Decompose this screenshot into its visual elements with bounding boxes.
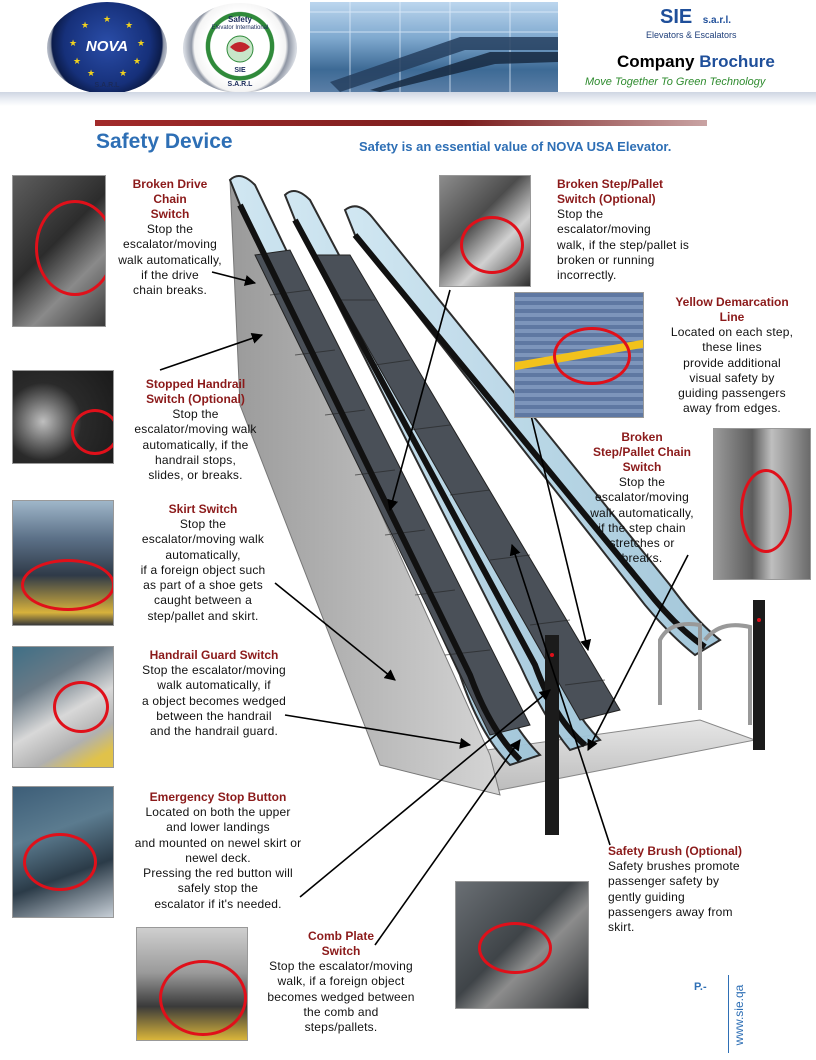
svg-text:★: ★	[86, 68, 96, 78]
highlight-ring	[23, 833, 97, 891]
pointer-broken-step	[390, 290, 450, 510]
footer-rule	[728, 975, 729, 1053]
svg-text:★: ★	[136, 38, 146, 48]
feature-skirt-switch	[128, 502, 278, 624]
company-name-main: SIE	[660, 6, 693, 28]
feature-desc: Located on each step, these lines provide additional visual safety by guiding passengers away from edges.	[670, 325, 794, 416]
nova-logo-bottom: S.A.R.L	[94, 82, 120, 89]
feature-title: Broken Step/Pallet Switch (Optional)	[557, 177, 664, 206]
photo-skirt-switch	[12, 500, 114, 626]
photo-broken-step	[439, 175, 531, 287]
feature-desc: Located on both the upper and lower landings and mounted on newel skirt or newel deck. Pressing the red button will safely stop the escalator if it's needed.	[134, 805, 302, 911]
feature-yellow-line	[652, 295, 812, 417]
svg-text:★: ★	[124, 20, 134, 30]
svg-text:★: ★	[132, 56, 142, 66]
highlight-ring	[478, 922, 552, 974]
feature-step-chain	[582, 430, 702, 567]
highlight-ring	[159, 960, 247, 1036]
photo-step-chain	[713, 428, 811, 580]
highlight-ring	[553, 327, 631, 385]
photo-yellow-line	[514, 292, 644, 418]
feature-title: Handrail Guard Switch	[149, 648, 279, 662]
page-number: P.-	[694, 981, 707, 993]
feature-desc: Stop the escalator/moving walk, if the step/pallet is broken or running incorrectly.	[557, 207, 690, 283]
photo-handrail-guard	[12, 646, 114, 768]
highlight-ring	[53, 681, 109, 733]
feature-title: Stopped Handrail Switch (Optional)	[145, 377, 246, 406]
website-link[interactable]: www.sie.qa	[732, 984, 746, 1046]
feature-desc: Stop the escalator/moving walk automatically, if a foreign object such as part of a shoe gets caught between a step/pallet and skirt.	[140, 517, 266, 623]
feature-desc: Stop the escalator/moving walk automatically, if the handrail stops, slides, or breaks.	[134, 407, 257, 483]
pointer-emergency-stop	[300, 690, 550, 897]
feature-title: Comb Plate Switch	[307, 929, 374, 958]
svg-text:★: ★	[68, 38, 78, 48]
pointer-step-chain	[588, 555, 688, 750]
feature-broken-step	[557, 177, 707, 283]
safety-logo-mid: SIE	[234, 67, 246, 74]
safety-logo-top: Safety	[227, 15, 252, 24]
section-title: Safety Device	[96, 130, 233, 153]
photo-comb-plate	[136, 927, 248, 1041]
feature-emergency-stop	[128, 790, 308, 912]
highlight-ring	[71, 409, 114, 455]
highlight-ring	[35, 200, 106, 296]
feature-desc: Stop the escalator/moving walk automatically, if the step chain stretches or breaks.	[590, 475, 694, 566]
highlight-ring	[740, 469, 792, 553]
brochure-title-2: Brochure	[699, 52, 775, 71]
feature-title: Emergency Stop Button	[149, 790, 287, 804]
photo-broken-drive-chain	[12, 175, 106, 327]
feature-desc: Safety brushes promote passenger safety by gently guiding passengers away from skirt.	[608, 859, 740, 935]
feature-title: Broken Drive Chain Switch	[132, 177, 208, 221]
photo-stopped-handrail	[12, 370, 114, 464]
svg-text:★: ★	[102, 14, 112, 24]
highlight-ring	[460, 216, 524, 274]
feature-desc: Stop the escalator/moving walk, if a foreign object becomes wedged between the comb and steps/pallets.	[267, 959, 415, 1035]
photo-safety-brush	[455, 881, 589, 1009]
brochure-title-1: Company	[617, 52, 695, 71]
svg-text:★: ★	[80, 20, 90, 30]
feature-title: Yellow Demarcation Line	[675, 295, 789, 324]
company-name-suffix: s.a.r.l.	[702, 15, 732, 26]
pointer-safety-brush	[512, 545, 610, 845]
feature-title: Safety Brush (Optional)	[608, 844, 743, 858]
photo-emergency-stop	[12, 786, 114, 918]
highlight-ring	[21, 559, 114, 611]
feature-title: Broken Step/Pallet Chain Switch	[592, 430, 692, 474]
pointer-handrail-guard	[285, 715, 470, 745]
feature-title: Skirt Switch	[168, 502, 238, 516]
pointer-stopped-handrail	[160, 335, 262, 370]
feature-comb-plate	[258, 929, 424, 1035]
svg-text:★: ★	[72, 56, 82, 66]
nova-logo-text: NOVA	[85, 38, 129, 55]
feature-handrail-guard	[132, 648, 296, 739]
section-subtitle: Safety is an essential value of NOVA USA Elevator.	[359, 139, 672, 154]
svg-text:★: ★	[118, 68, 128, 78]
safety-logo-bottom: S.A.R.L	[227, 81, 253, 88]
tagline: Move Together To Green Technology	[585, 76, 766, 88]
feature-desc: Stop the escalator/moving walk automatically, if a object becomes wedged between the handrail and the handrail guard.	[141, 663, 287, 739]
feature-broken-drive-chain	[110, 177, 230, 298]
safety-logo-ring: Elevator International	[211, 25, 269, 31]
feature-desc: Stop the escalator/moving walk automatically, if the drive chain breaks.	[118, 222, 222, 298]
feature-stopped-handrail	[118, 377, 273, 483]
feature-safety-brush	[608, 844, 788, 935]
company-subtitle: Elevators & Escalators	[646, 30, 737, 40]
